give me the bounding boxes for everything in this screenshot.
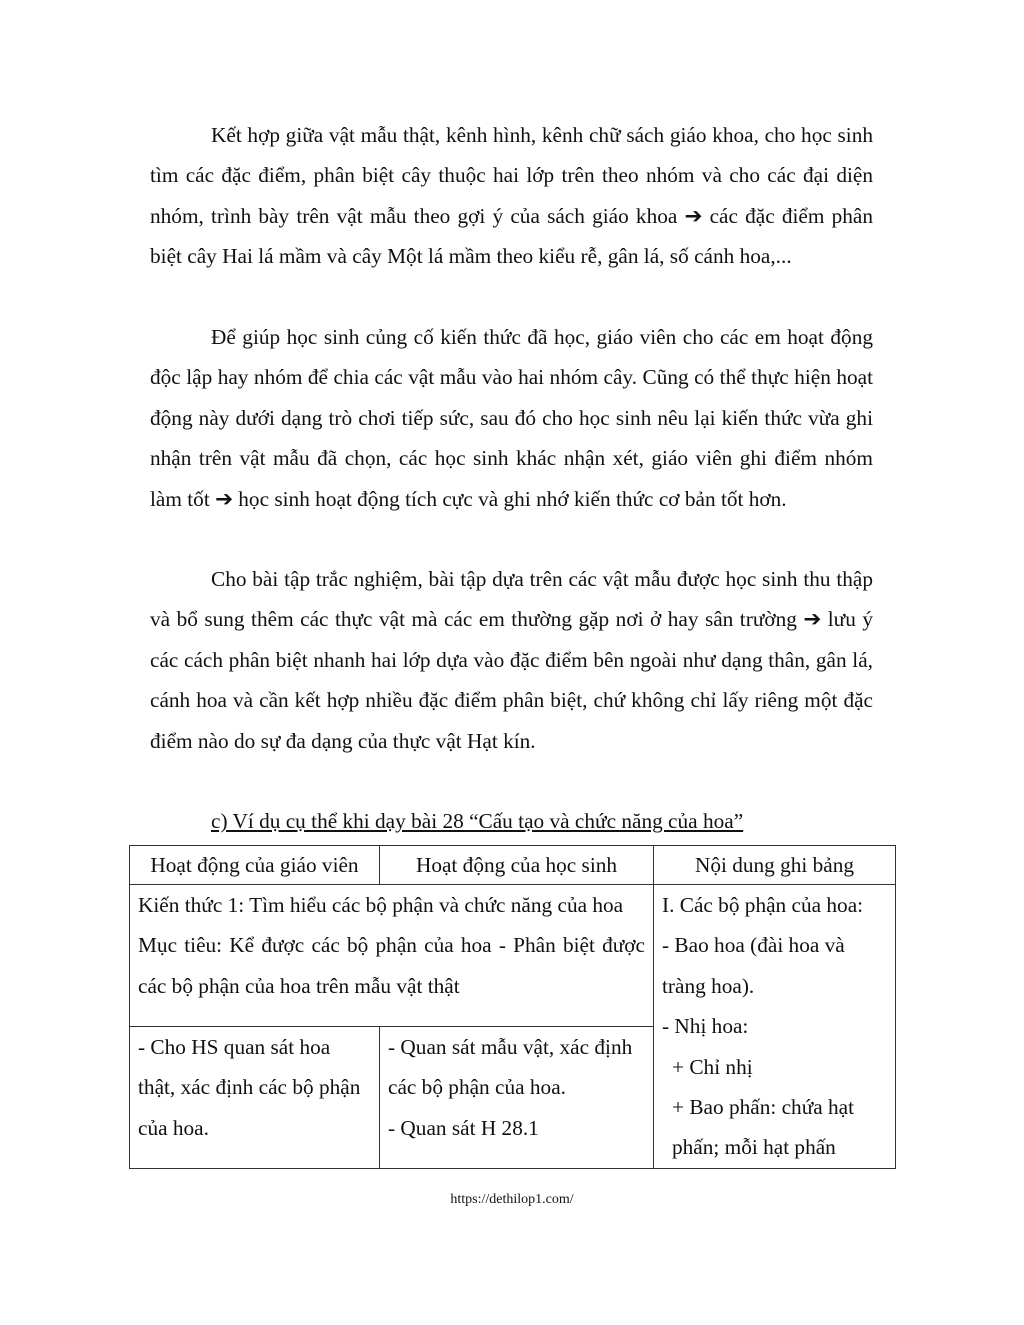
board-line: I. Các bộ phận của hoa: [662,893,864,917]
lesson-table [129,845,896,1169]
paragraph-3-text: Cho bài tập trắc nghiệm, bài tập dựa trên các vật mẫu được học sinh thu thập và bổ sung thêm các thực vật mà các em thường gặp nơi ở hay sân trường [150,567,873,632]
board-line: + Bao phấn: chứa hạt phấn; mỗi hạt phấn [672,1095,855,1160]
arrow-icon: ➔ [803,607,822,632]
paragraph-1-continued: các đặc điểm phân biệt cây Hai lá mầm và cây Một lá mầm theo kiểu rễ, gân lá, số cánh hoa,... [150,203,874,269]
paragraph-1-text: Kết hợp giữa vật mẫu thật, kênh hình, kênh chữ sách giáo khoa, cho học sinh tìm các đặc điểm, phân biệt cây thuộc hai lớp trên theo nhóm và cho các đại diện nhóm, trình bày trên vật mẫu theo gợi ý của sách giáo khoa [150,123,873,228]
board-content-cell [654,885,896,1169]
board-line: - Bao hoa (đài hoa và tràng hoa). [662,933,845,998]
student-activity-line: - Quan sát mẫu vật, xác định các bộ phận của hoa. [388,1034,633,1100]
paragraph-2-text: Để giúp học sinh củng cố kiến thức đã học, giáo viên cho các em hoạt động độc lập hay nhóm để chia các vật mẫu vào hai nhóm cây. Cũng có thể thực hiện hoạt động này dưới dạng trò chơi tiếp sức, sau đó cho học sinh nêu lại kiến thức vừa ghi nhận trên vật mẫu đã chọn, các học sinh khác nhận xét, giáo viên ghi điểm nhóm làm tốt [150,325,873,511]
arrow-icon: ➔ [684,203,703,228]
student-activity-line: - Quan sát H 28.1 [388,1115,539,1140]
student-activity-cell [380,1026,654,1168]
board-line: - Nhị hoa: [662,1014,749,1039]
paragraph-3-continued: lưu ý các cách phân biệt nhanh hai lớp dựa vào đặc điểm bên ngoài như dạng thân, gân lá, cánh hoa và cần kết hợp nhiều đặc điểm phân biệt, chứ không chỉ lấy riêng một đặc điểm nào do sự đa dạng của thực vật Hạt kín. [150,607,873,753]
paragraph-2 [150,317,873,519]
section-title: Kiến thức 1: Tìm hiểu các bộ phận và chức năng của hoa [138,893,624,917]
paragraph-3 [150,559,873,761]
header-student-activity: Hoạt động của học sinh [380,846,654,885]
board-line: + Chỉ nhị [672,1054,753,1079]
header-teacher-activity: Hoạt động của giáo viên [130,846,380,885]
teacher-activity-cell: - Cho HS quan sát hoa thật, xác định các bộ phận của hoa. [130,1026,380,1168]
table-header-row [130,846,896,885]
header-board-content: Nội dung ghi bảng [654,846,896,885]
paragraph-1 [150,115,873,277]
footer-url[interactable]: https://dethilop1.com/ [450,1192,574,1207]
section-goal: Mục tiêu: Kể được các bộ phận của hoa - Phân biệt được các bộ phận của hoa trên mẫu vật thật [138,933,645,998]
paragraph-2-continued: học sinh hoạt động tích cực và ghi nhớ kiến thức cơ bản tốt hơn. [238,486,787,511]
table-row [130,885,896,1027]
example-caption: c) Ví dụ cụ thể khi dạy bài 28 “Cấu tạo và chức năng của hoa” [211,809,744,833]
section-cell [130,885,654,1027]
arrow-icon: ➔ [215,486,233,511]
